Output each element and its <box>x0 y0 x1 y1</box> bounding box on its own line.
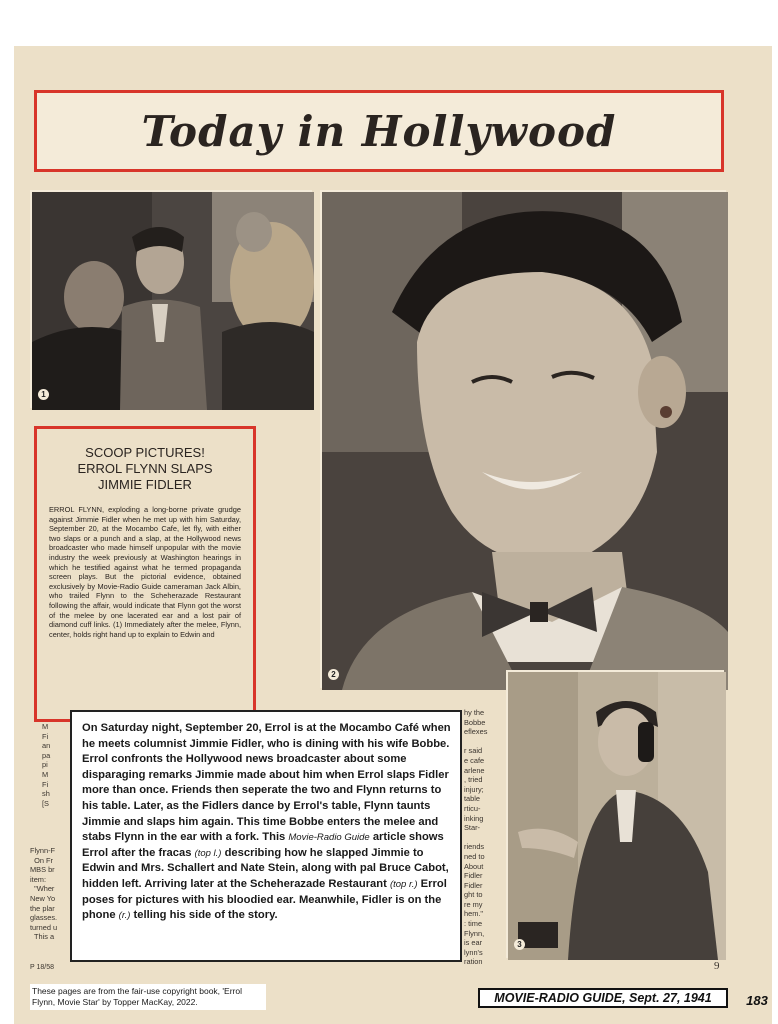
magazine-citation: MOVIE-RADIO GUIDE, Sept. 27, 1941 <box>478 988 728 1008</box>
folio-page-number: 9 <box>714 960 720 972</box>
photo-2-badge: 2 <box>328 669 339 680</box>
photo-1-badge: 1 <box>38 389 49 400</box>
caption-part-4: Errol poses for pictures with his bloodied ear. Meanwhile, Fidler is on the phone <box>82 877 447 922</box>
story-headline <box>49 445 241 493</box>
left-lower-column-fragment: Flynn-F On Fr MBS br item: "Wher New Yo the plar glasses. turned u This a <box>30 846 58 942</box>
caption-part-1: On Saturday night, September 20, Errol is at the Mocambo Café when he meets columnist Jimmie Fidler, who is dining with his wife Bobbe. Errol confronts the Hollywood news broadcaster about some disparaging remarks Jimmie made about him when Errol slaps Fidler more than once. Friends then seperate the two and Flynn returns to his table. Later, as the Fidlers dance by Errol's table, Flynn taunts Jimmie and slaps him again. This time Bobbe enters the melee and stabs Flynn in the ear with a fork. This <box>82 722 451 844</box>
story-headline-line-2: ERROL FLYNN SLAPS <box>77 461 213 476</box>
story-headline-line-1: SCOOP PICTURES! <box>85 445 205 460</box>
caption-part-2: article shows Errol after the fracas <box>82 831 444 859</box>
right-column-fragment: hy the Bobbe eflexes r said e cafe arlene , tried injury; table rticu- inking Star- riends ned to About Fidler Fidler ght to re my hem." : time Flynn, is ear lynn's ration <box>464 708 488 967</box>
phone-call-illustration <box>508 672 726 960</box>
portrait-illustration <box>322 192 728 690</box>
story-body: ERROL FLYNN, exploding a long-borne private grudge against Jimmie Fidler when he met up with him Saturday, September 20, at the Mocambo Cafe, let fly, with either two slaps or a punch and a slap, at the Hollywood news broadcaster who made himself unpopular with the movie industry the week previously at Washington hearings in which he testified against what he termed propaganda screen plays. But the pictorial evidence, obtained exclusively by Movie-Radio Guide cameraman Jack Albin, who trailed Flynn to the Scheherazade Restaurant following the affair, would indicate that Flynn got the worst of the melee by one lacerated ear and a lost pair of diamond cuff links. (1) Immediately after the melee, Flynn, center, holds right hand up to explain to Edwin and <box>49 505 241 639</box>
caption-mrg: Movie-Radio Guide <box>288 832 370 844</box>
caption-top-left: (top l.) <box>194 847 222 859</box>
caption-text <box>82 721 452 924</box>
folio-left: P 18/58 <box>30 964 55 971</box>
story-headline-line-3: JIMMIE FIDLER <box>98 477 192 492</box>
photo-group-scene <box>30 190 312 408</box>
photo-phone-call <box>506 670 724 958</box>
left-column-fragment: M Fi an pa pi M Fi sh [S <box>42 722 51 808</box>
caption-box <box>70 710 462 962</box>
caption-part-5: telling his side of the story. <box>130 909 278 922</box>
caption-top-right: (top r.) <box>389 878 418 890</box>
copyright-credit: These pages are from the fair-use copyright book, 'Errol Flynn, Movie Star' by Topper MacKay, 2022. <box>30 984 266 1010</box>
photo-3-badge: 3 <box>514 939 525 950</box>
title-banner <box>34 90 724 172</box>
story-box <box>34 426 256 722</box>
photo-portrait <box>320 190 726 688</box>
book-page-number: 183 <box>746 993 768 1008</box>
banner-title: Today in Hollywood <box>141 106 617 156</box>
caption-part-3: describing how he slapped Jimmie to Edwin and Mrs. Schallert and Nate Stein, along with pal Bruce Cabot, hidden left. Arriving later at the Scheherazade Restaurant <box>82 846 449 890</box>
group-scene-illustration <box>32 192 314 410</box>
magazine-page <box>14 46 772 1024</box>
caption-right: (r.) <box>118 910 131 922</box>
